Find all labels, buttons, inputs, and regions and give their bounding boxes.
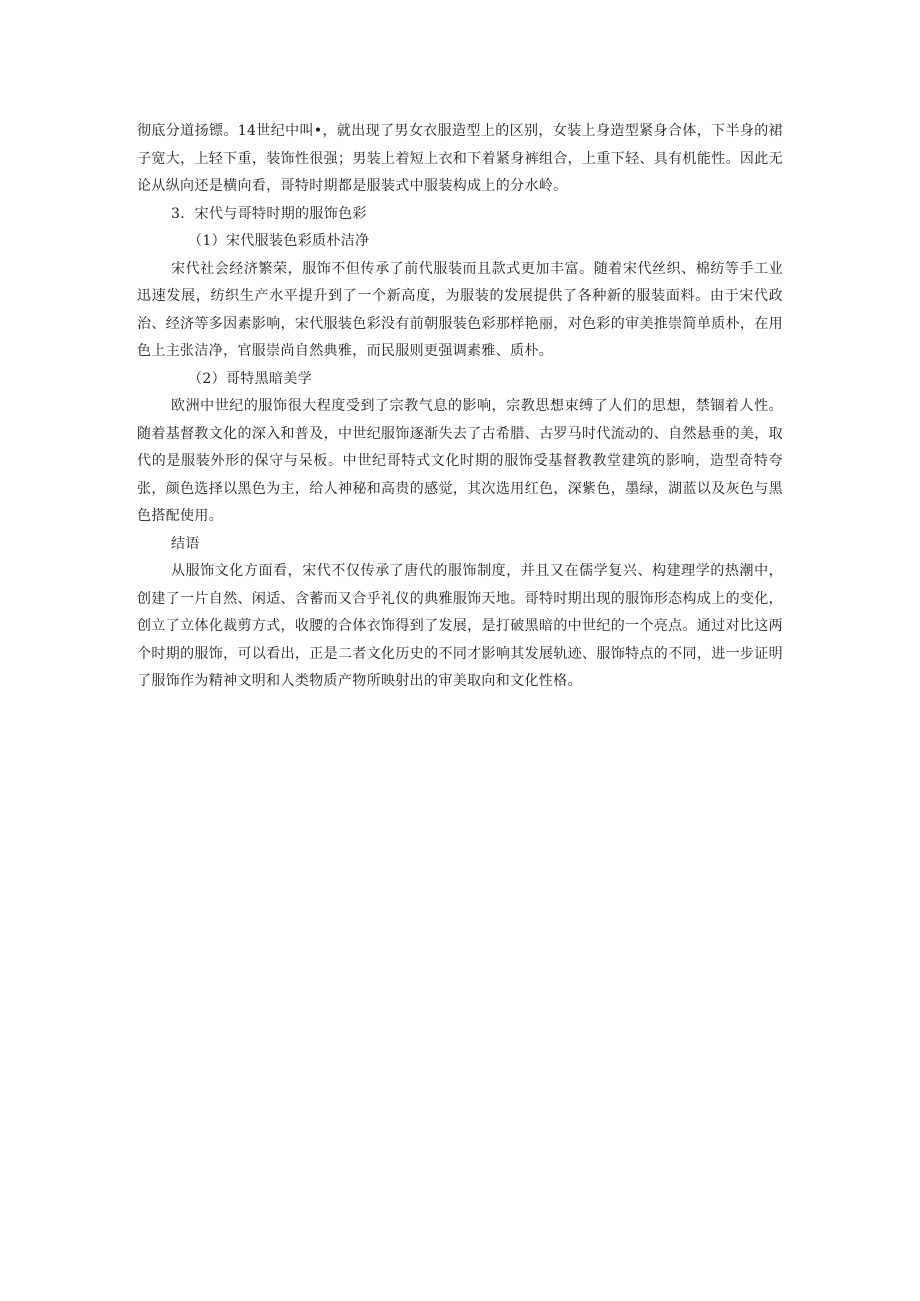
subsection1-paragraph: 宋代社会经济繁荣，服饰不但传承了前代服装而且款式更加丰富。随着宋代丝织、棉纺等手工业迅速发展，纺织生产水平提升到了一个新高度，为服装的发展提供了各种新的服装面料。由于宋代政治、经济等多因素影响，宋代服装色彩没有前朝服装色彩那样艳丽，对色彩的审美推崇简单质朴，在用色上主张洁净，官服崇尚自然典雅，而民服则更强调素雅、质朴。 bbox=[137, 260, 783, 359]
conclusion-heading: 结语 bbox=[171, 535, 200, 552]
intro-paragraph: 彻底分道扬镖。14世纪中叫•，就出现了男女衣服造型上的区别，女装上身造型紧身合体，下半身的裙子宽大，上轻下重，装饰性很强；男装上着短上衣和下着紧身裤组合，上重下轻、具有机能性。因此无论从纵向还是横向看，哥特时期都是服装式中服装构成上的分水岭。 bbox=[137, 123, 783, 194]
subsection2-heading: （2）哥特黑暗美学 bbox=[188, 370, 313, 387]
subsection2-paragraph: 欧洲中世纪的服饰很大程度受到了宗教气息的影响，宗教思想束缚了人们的思想，禁锢着人性。随着基督教文化的深入和普及，中世纪服饰逐渐失去了古希腊、古罗马时代流动的、自然悬垂的美，取代的是服装外形的保守与呆板。中世纪哥特式文化时期的服饰受基督教教堂建筑的影响，造型奇特夸张，颜色选择以黑色为主，给人神秘和高贵的感觉，其次选用红色，深紫色，墨绿，湖蓝以及灰色与黑色搭配使用。 bbox=[137, 398, 783, 524]
document-page bbox=[137, 118, 783, 696]
subsection1-heading: （1）宋代服装色彩质朴洁净 bbox=[188, 233, 370, 249]
conclusion-paragraph: 从服饰文化方面看，宋代不仅传承了唐代的服饰制度，并且又在儒学复兴、构建理学的热潮中，创建了一片自然、闲适、含蓄而又合乎礼仪的典雅服饰天地。哥特时期出现的服饰形态构成上的变化，创立了立体化裁剪方式，收腰的合体衣饰得到了发展，是打破黑暗的中世纪的一个亮点。通过对比这两个时期的服饰，可以看出，正是二者文化历史的不同才影响其发展轨迹、服饰特点的不同，进一步证明了服饰作为精神文明和人类物质产物所映射出的审美取向和文化性格。 bbox=[137, 563, 783, 689]
section3-heading: 3．宋代与哥特时期的服饰色彩 bbox=[171, 205, 367, 222]
